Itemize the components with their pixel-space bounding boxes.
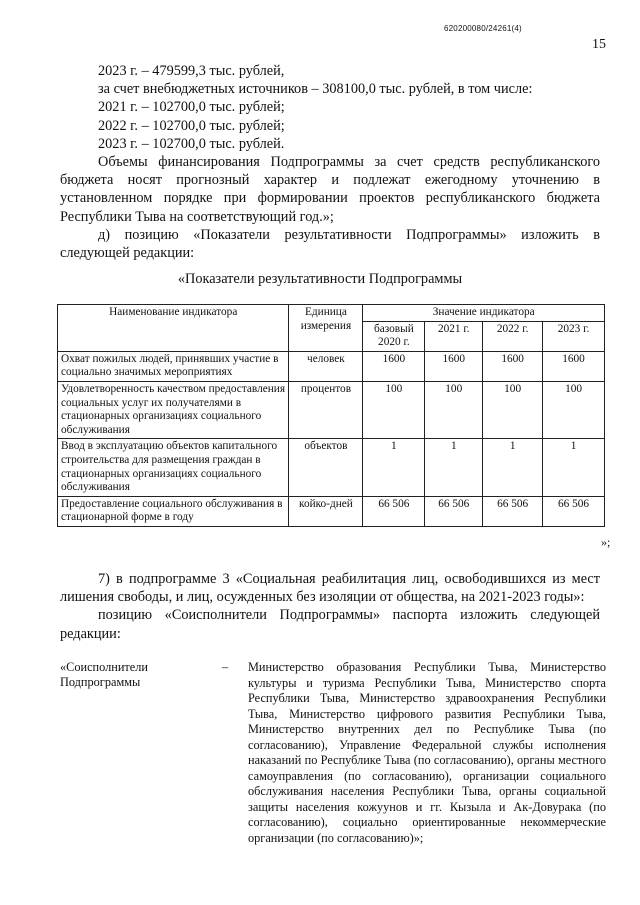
item-d-paragraph: д) позицию «Показатели результативности Подпрограммы» изложить в следующей редакции: bbox=[60, 226, 600, 262]
indicator-value: 1600 bbox=[483, 351, 543, 381]
indicator-unit: койко-дней bbox=[289, 496, 363, 526]
indicator-unit: человек bbox=[289, 351, 363, 381]
table-title: «Показатели результативности Подпрограммы bbox=[177, 271, 463, 287]
indicator-value: 1600 bbox=[543, 351, 605, 381]
indicator-name: Предоставление социального обслуживания в стационарной форме в году bbox=[58, 496, 289, 526]
indicators-table bbox=[57, 304, 605, 527]
indicator-value: 1600 bbox=[425, 351, 483, 381]
indicator-value: 1 bbox=[543, 439, 605, 496]
header-indicator-name: Наименование индикатора bbox=[58, 305, 289, 352]
indicator-unit: объектов bbox=[289, 439, 363, 496]
table-row bbox=[58, 351, 605, 381]
coexecutors-label: «Соисполнители Подпрограммы bbox=[60, 660, 148, 689]
table-row bbox=[58, 381, 605, 438]
indicator-value: 100 bbox=[363, 381, 425, 438]
header-year-2021: 2021 г. bbox=[425, 321, 483, 351]
item-7-paragraph: 7) в подпрограмме 3 «Социальная реабилитация лиц, освободившихся из мест лишения свободы, и лиц, осужденных без изоляции от общества, на 2021-2023 годы»: bbox=[60, 571, 600, 606]
header-indicator-value: Значение индикатора bbox=[363, 305, 605, 322]
header-year-base: базовый 2020 г. bbox=[363, 321, 425, 351]
funding-line-2023: 2023 г. – 102700,0 тыс. рублей. bbox=[98, 135, 285, 152]
funding-line-extrabudgetary: за счет внебюджетных источников – 308100,0 тыс. рублей, в том числе: bbox=[98, 81, 533, 98]
table-row bbox=[58, 439, 605, 496]
header-unit: Единица измерения bbox=[289, 305, 363, 352]
funding-line-2023-total: 2023 г. – 479599,3 тыс. рублей, bbox=[98, 63, 285, 79]
indicator-value: 1 bbox=[483, 439, 543, 496]
indicator-value: 100 bbox=[483, 381, 543, 438]
table-header-row bbox=[58, 305, 605, 322]
indicator-value: 66 506 bbox=[363, 496, 425, 526]
funding-line-2022: 2022 г. – 102700,0 тыс. рублей; bbox=[98, 117, 285, 134]
header-year-2022: 2022 г. bbox=[483, 321, 543, 351]
coexecutors-text: Министерство образования Республики Тыва, Министерство культуры и туризма Республики Тыва, Министерство спорта Республики Тыва, Министерство здравоохранения Республики Тыва, Министерство цифрового развития Республики Тыва, Министерство внутренних дел по Республике Тыва (по согласованию), Управление Федеральной службы исполнения наказаний по Республике Тыва (по согласованию), органы местного самоуправления (по согласованию), организации социального обслуживания населения Республики Тыва, органы социальной защиты населения кожуунов и гг. Кызыла и Ак-Довурака (по согласованию), социально ориентированные некоммерческие организации (по согласованию)»; bbox=[248, 660, 606, 845]
indicator-value: 66 506 bbox=[543, 496, 605, 526]
indicator-name: Охват пожилых людей, принявших участие в социально значимых мероприятиях bbox=[58, 351, 289, 381]
table-closing-quote: »; bbox=[601, 535, 611, 549]
coexecutors-dash: – bbox=[222, 660, 229, 674]
header-year-2023: 2023 г. bbox=[543, 321, 605, 351]
indicator-value: 1 bbox=[363, 439, 425, 496]
position-paragraph: позицию «Соисполнители Подпрограммы» паспорта изложить следующей редакции: bbox=[60, 607, 600, 642]
indicator-value: 1600 bbox=[363, 351, 425, 381]
funding-line-2021: 2021 г. – 102700,0 тыс. рублей; bbox=[98, 99, 285, 116]
indicator-name: Ввод в эксплуатацию объектов капитального строительства для размещения граждан в стационарных организациях социального обслуживания bbox=[58, 439, 289, 496]
indicator-value: 66 506 bbox=[425, 496, 483, 526]
indicator-value: 100 bbox=[425, 381, 483, 438]
financing-block bbox=[60, 62, 600, 262]
table-row bbox=[58, 496, 605, 526]
document-id: 620200080/24261(4) bbox=[444, 24, 522, 33]
indicator-value: 100 bbox=[543, 381, 605, 438]
financing-paragraph: Объемы финансирования Подпрограммы за счет средств республиканского бюджета носят прогнозный характер и подлежат ежегодному уточнению в установленном порядке при формировании проектов республиканского бюджета Республики Тыва на соответствующий год.»; bbox=[60, 154, 600, 225]
page-number: 15 bbox=[592, 37, 606, 52]
item-7-block bbox=[60, 570, 600, 643]
indicator-unit: процентов bbox=[289, 381, 363, 438]
indicator-value: 1 bbox=[425, 439, 483, 496]
indicator-value: 66 506 bbox=[483, 496, 543, 526]
indicator-name: Удовлетворенность качеством предоставления социальных услуг их получателями в стационарных организациях социального обслуживания bbox=[58, 381, 289, 438]
